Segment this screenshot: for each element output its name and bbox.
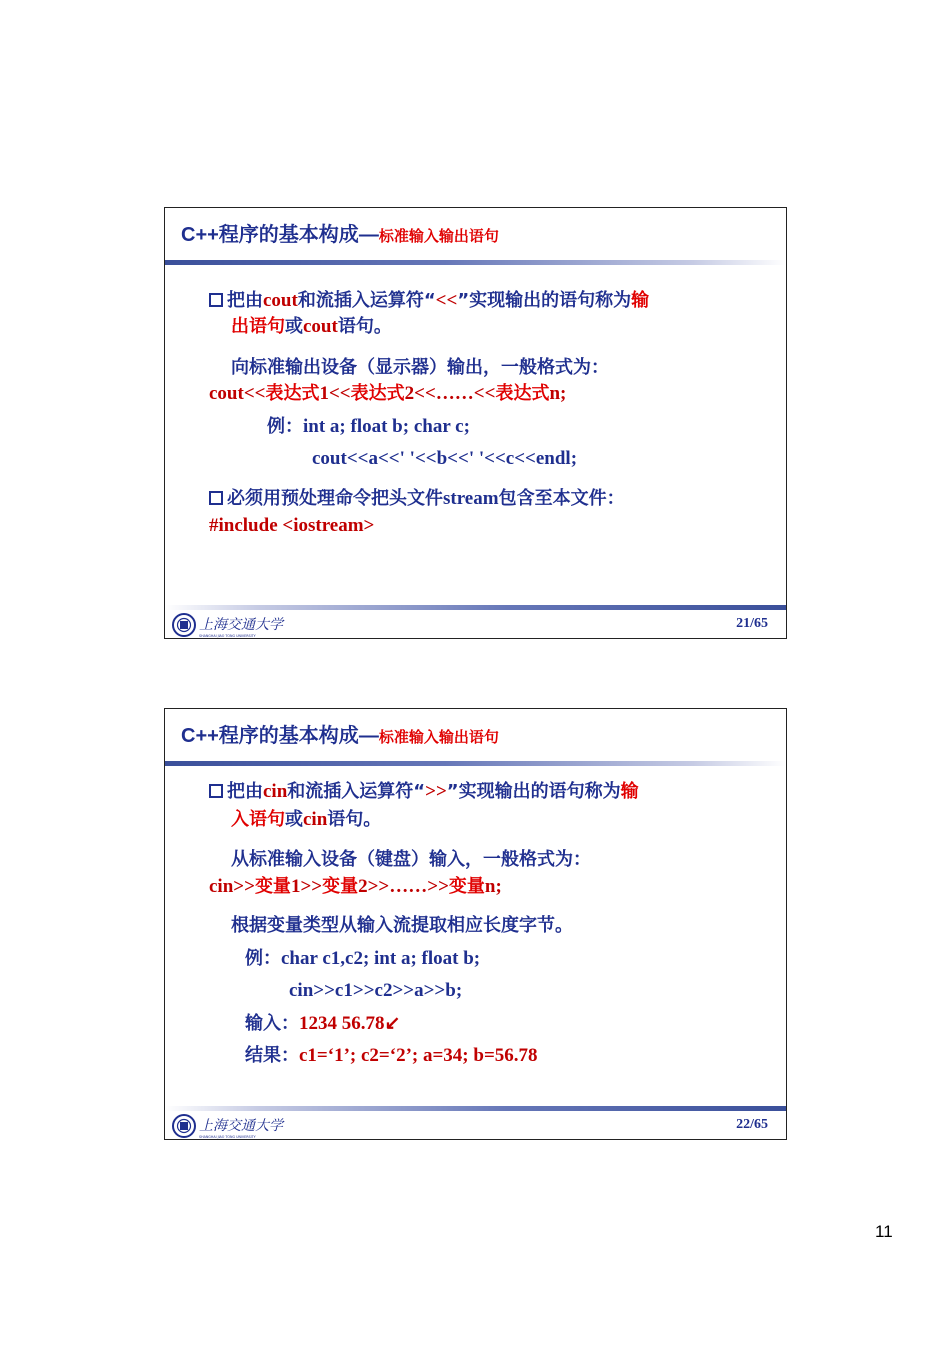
slide-title [181, 719, 499, 748]
example-line [267, 416, 470, 438]
result-line [245, 1045, 538, 1067]
slide-subtitle: 标准输入输出语句 [378, 227, 499, 245]
text-run: 把由 [227, 290, 263, 311]
text-run: 向标准输出设备（显示器）输出，一般格式为： [231, 357, 609, 378]
university-logo [171, 1113, 301, 1139]
text-run: 输入： [245, 1013, 299, 1034]
slide-title-main: C++程序的基本构成 [181, 725, 359, 747]
slide-title [181, 218, 499, 247]
highlight-run: 表达式 [265, 383, 320, 404]
code-run: stream [443, 488, 499, 509]
example-line [289, 980, 462, 1002]
code-run: #include <iostream> [209, 515, 375, 536]
text-run: 例 [245, 948, 263, 969]
text-run: 和流插入运算符“ [287, 781, 426, 802]
text-line [231, 849, 591, 871]
text-line [231, 915, 573, 937]
text-run: ”实现输出的语句称为 [457, 290, 632, 311]
logo-text: 上海交通大学 [199, 617, 283, 633]
text-run: ”实现输出的语句称为 [446, 781, 621, 802]
highlight-run: 变量 [448, 876, 485, 897]
code-run: cout [263, 290, 298, 311]
slide-subtitle: 标准输入输出语句 [378, 728, 499, 746]
slide-title-dash: — [358, 224, 379, 246]
highlight-run: 入语句 [231, 809, 285, 830]
text-run: 必须用预处理命令把头文件 [227, 488, 443, 509]
square-bullet-icon [209, 784, 223, 798]
text-run: 语句。 [337, 316, 392, 337]
highlight-run: 表达式 [350, 383, 405, 404]
text-line [209, 781, 639, 803]
format-line [209, 383, 566, 405]
text-run: ： [263, 948, 281, 969]
square-bullet-icon [209, 491, 223, 505]
code-run: c1=‘1’; c2=‘2’; a=34; b=56.78 [299, 1045, 538, 1066]
text-run: 从标准输入设备（键盘）输入，一般格式为： [231, 849, 591, 870]
slide-page-number: 22/65 [736, 1117, 768, 1132]
footer-divider [165, 1106, 786, 1111]
text-run: ： [285, 416, 303, 437]
university-logo [171, 612, 301, 638]
code-run: cin [303, 809, 328, 830]
highlight-run: 输 [620, 781, 639, 802]
slide-page-number: 21/65 [736, 616, 768, 631]
logo-subtext: SHANGHAI JIAO TONG UNIVERSITY [199, 634, 256, 638]
text-run: 包含至本文件： [498, 488, 625, 509]
code-run: >> [425, 781, 447, 802]
text-run: 语句。 [327, 809, 382, 830]
code-run: cout [303, 316, 338, 337]
input-line [245, 1013, 400, 1035]
include-line [209, 515, 374, 537]
logo-text: 上海交通大学 [199, 1118, 283, 1134]
highlight-run: 变量 [322, 876, 359, 897]
title-divider [165, 761, 786, 766]
code-run: 2<<……<< [404, 383, 496, 404]
slide-22 [164, 708, 787, 1140]
format-line [209, 876, 502, 898]
code-run: 1>> [290, 876, 323, 897]
text-run: 和流插入运算符“ [297, 290, 436, 311]
text-run: 例 [267, 416, 285, 437]
text-run: 把由 [227, 781, 263, 802]
code-run: n; [484, 876, 502, 897]
code-run: 1234 56.78↙ [299, 1013, 401, 1034]
example-line [312, 448, 577, 470]
highlight-run: 表达式 [495, 383, 550, 404]
slide-title-main: C++程序的基本构成 [181, 224, 359, 246]
text-line [209, 488, 625, 510]
code-run: int a; float b; char c; [303, 416, 470, 437]
code-run: char c1,c2; int a; float b; [281, 948, 481, 969]
document-page-number: 11 [875, 1222, 893, 1241]
footer-divider [165, 605, 786, 610]
title-divider [165, 260, 786, 265]
highlight-run: 出语句 [231, 316, 285, 337]
text-line [209, 290, 649, 312]
code-run: cout<<a<<' '<<b<<' '<<c<<endl; [312, 448, 578, 469]
code-run: cin>> [209, 876, 255, 897]
code-run: 2>>……>> [358, 876, 449, 897]
text-line [231, 357, 609, 379]
text-run: 根据变量类型从输入流提取相应长度字节。 [231, 915, 573, 936]
code-run: cin>>c1>>c2>>a>>b; [289, 980, 463, 1001]
code-run: n; [549, 383, 567, 404]
code-run: cin [263, 781, 288, 802]
highlight-run: 输 [631, 290, 650, 311]
code-run: << [435, 290, 458, 311]
slide-title-dash: — [358, 725, 379, 747]
highlight-run: 变量 [254, 876, 291, 897]
text-line [231, 809, 381, 831]
text-run: 结果： [245, 1045, 299, 1066]
slide-21 [164, 207, 787, 639]
text-line [231, 316, 392, 338]
logo-subtext: SHANGHAI JIAO TONG UNIVERSITY [199, 1135, 256, 1139]
text-run: 或 [285, 809, 303, 830]
example-line [245, 948, 480, 970]
square-bullet-icon [209, 293, 223, 307]
text-run: 或 [285, 316, 303, 337]
code-run: cout<< [209, 383, 266, 404]
code-run: 1<< [319, 383, 351, 404]
